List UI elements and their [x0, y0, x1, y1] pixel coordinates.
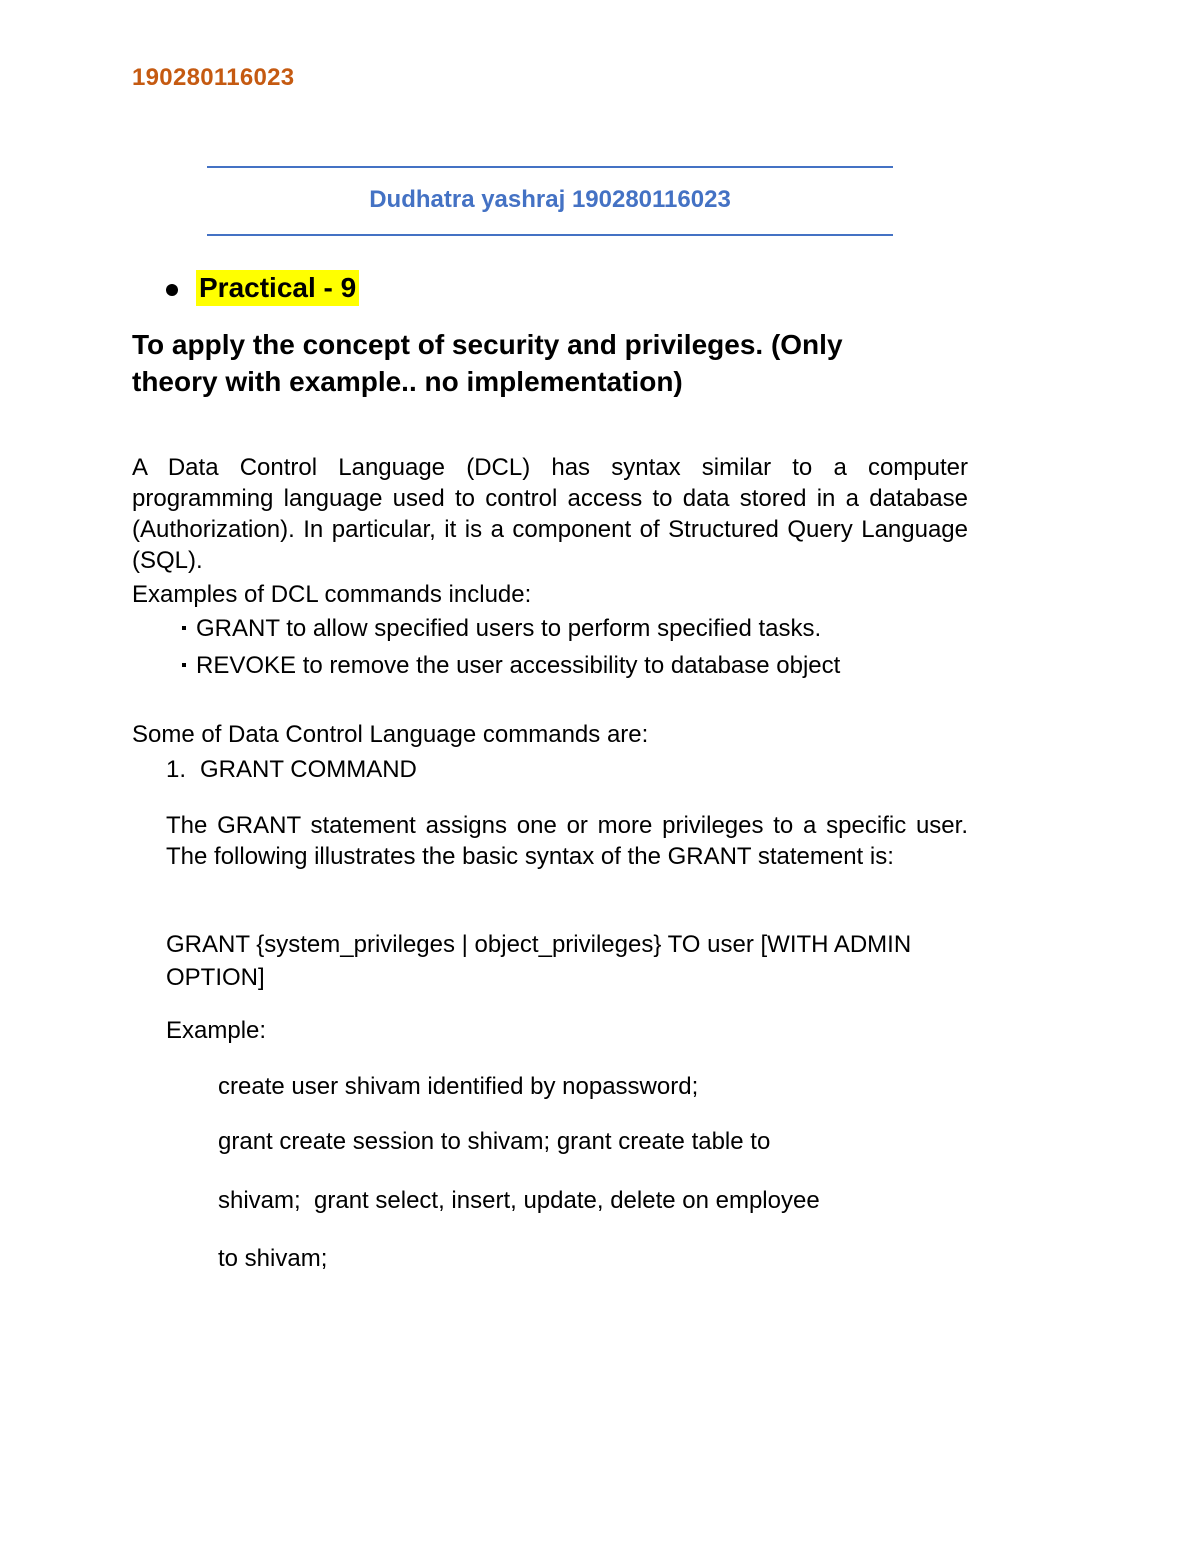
example-code-line: shivam; grant select, insert, update, delete on employee	[218, 1187, 820, 1214]
example-code-line: to shivam;	[218, 1245, 328, 1272]
grant-heading	[166, 755, 417, 785]
grant-syntax: GRANT {system_privileges | object_privileges} TO user [WITH ADMIN OPTION]	[166, 931, 912, 991]
example-code-line: grant create session to shivam; grant create table to	[218, 1128, 771, 1155]
grant-description: The GRANT statement assigns one or more privileges to a specific user. The following illustrates the basic syntax of the GRANT statement is:	[166, 812, 968, 870]
grant-heading-text: GRANT COMMAND	[200, 756, 417, 783]
dcl-intro-paragraph: A Data Control Language (DCL) has syntax similar to a computer programming language used to control access to data stored in a database (Authorization). In particular, it is a component of Structured Query Language (SQL).	[132, 454, 968, 574]
document-id-header: 190280116023	[132, 64, 295, 91]
list-item-text: GRANT to allow specified users to perform specified tasks.	[196, 615, 822, 642]
grant-heading-number: 1.	[166, 756, 187, 783]
examples-intro: Examples of DCL commands include:	[132, 581, 532, 608]
top-divider	[207, 166, 893, 168]
example-code-line: create user shivam identified by nopassword;	[218, 1073, 699, 1100]
commands-intro: Some of Data Control Language commands are:	[132, 721, 649, 748]
list-item	[182, 651, 840, 681]
list-item	[182, 614, 821, 644]
practical-title: Practical - 9	[196, 270, 359, 306]
practical-bullet-icon	[166, 284, 178, 296]
list-item-text: REVOKE to remove the user accessibility to database object	[196, 652, 841, 679]
practical-aim: To apply the concept of security and privileges. (Only theory with example.. no implementation)	[132, 329, 843, 397]
example-label: Example:	[166, 1017, 267, 1044]
bottom-divider	[207, 234, 893, 236]
author-line: Dudhatra yashraj 190280116023	[369, 186, 731, 213]
bullet-icon	[182, 626, 186, 630]
bullet-icon	[182, 663, 186, 667]
